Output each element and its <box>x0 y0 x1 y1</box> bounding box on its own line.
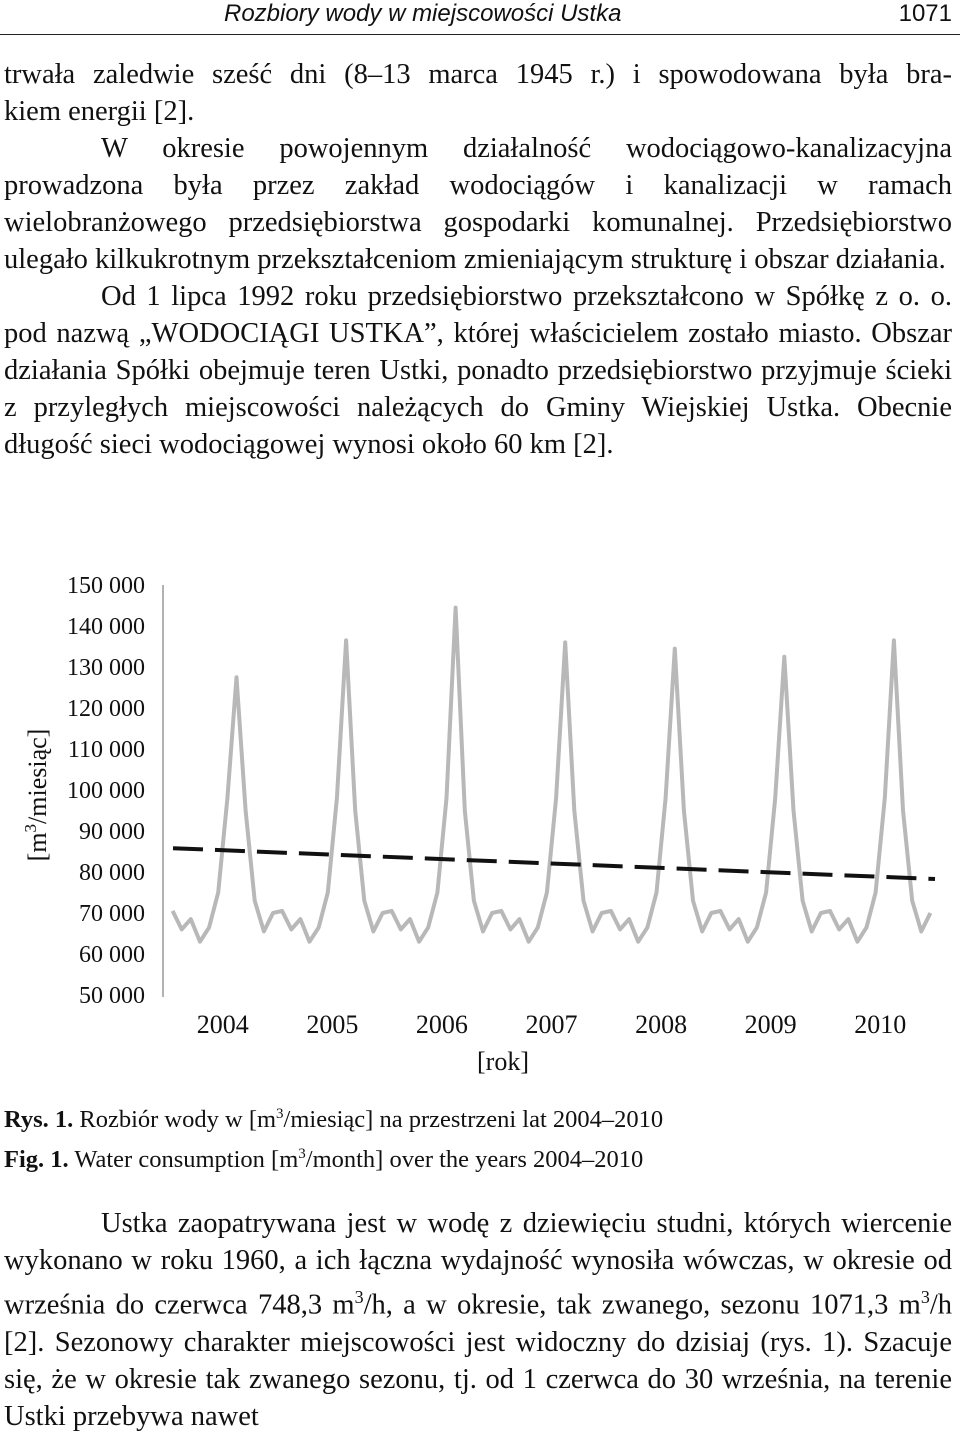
chart-series <box>173 608 935 942</box>
x-tick-label: 2009 <box>744 1010 797 1039</box>
page-number: 1071 <box>898 0 952 27</box>
caption-polish: Rys. 1. Rozbiór wody w $[m^3/miesiąc]$ na przestrzeni lat 2004–2010 <box>4 1106 664 1134</box>
y-tick-label: 130 000 <box>67 655 145 681</box>
running-title: Rozbiory wody w miejscowości Ustka <box>224 0 622 27</box>
caption-pl-label: Rys. 1. <box>4 1106 74 1134</box>
x-tick-label: 2008 <box>635 1010 688 1039</box>
caption-en-label: Fig. 1. <box>4 1146 69 1174</box>
y-tick-label: 110 000 <box>67 737 145 763</box>
x-tick-label: 2005 <box>306 1010 359 1039</box>
trend-line <box>173 848 935 879</box>
water-consumption-chart <box>0 565 960 1075</box>
paragraph-3: Od 1 lipca 1992 roku przedsiębiorstwo przekształcono w Spółkę z o. o. pod nazwą „WODOCIĄGI USTKA”, której właścicielem zostało miasto. Obszar działania Spółki obejmuje teren Ustki, ponadto przedsiębiorstwo przyjmuje ścieki z przyległych miejscowości należących do Gminy Wiejskiej Ustka. Obecnie długość sieci wodociągowej wynosi około 60 km [2]. <box>4 281 952 460</box>
y-tick-label: 80 000 <box>79 860 145 886</box>
y-axis-ticks <box>67 573 145 1009</box>
y-tick-label: 100 000 <box>67 778 145 804</box>
y-tick-label: 140 000 <box>67 614 145 640</box>
x-tick-label: 2006 <box>415 1010 468 1039</box>
paragraph-4: Ustka zaopatrywana jest w wodę z dziewięciu studni, których wiercenie wykonano w roku 1960, a ich łączna wydajność wynosiła wówczas, w okresie od września do czerwca 748,3 $m^3/h$, a w okresie, tak zwanego, sezonu 1071,3 $m^3/h$ [2]. Sezonowy charakter miejscowości jest widoczny do dzisiaj (rys. 1). Szacuje się, że w okresie tak zwanego sezonu, tj. od 1 czerwca do 30 września, na terenie Ustki przebywa nawet <box>4 1208 952 1432</box>
y-axis-label: $[m^3/miesiąc]$ <box>21 728 52 862</box>
running-header <box>0 0 960 35</box>
top-text-block <box>4 56 952 463</box>
x-tick-label: 2007 <box>525 1010 578 1039</box>
paragraph-1-line-2: kiem energii [2]. <box>4 96 195 127</box>
paragraph-2: W okresie powojennym działalność wodociągowo-kanalizacyjna prowadzona była przez zakład wodociągów i kanalizacji w ramach wielobranżowego przedsiębiorstwa gospodarki komunalnej. Przedsiębiorstwo ulegało kilkukrotnym przekształceniom zmieniającym strukturę i obszar działania. <box>4 133 952 275</box>
x-tick-label: 2004 <box>196 1010 249 1039</box>
monthly-consumption-line <box>173 608 931 942</box>
y-tick-label: 60 000 <box>79 942 145 968</box>
figure-caption <box>4 1097 952 1177</box>
y-tick-label: 70 000 <box>79 901 145 927</box>
x-tick-label: 2010 <box>854 1010 907 1039</box>
y-tick-label: 90 000 <box>79 819 145 845</box>
y-tick-label: 150 000 <box>67 573 145 599</box>
y-tick-label: 50 000 <box>79 983 145 1009</box>
x-axis-ticks <box>197 1010 906 1039</box>
y-tick-label: 120 000 <box>67 696 145 722</box>
bottom-text-block <box>4 1205 952 1435</box>
x-axis-label: [rok] <box>477 1047 529 1075</box>
caption-english: Fig. 1. Water consumption $[m^3/month]$ over the years 2004–2010 <box>4 1146 644 1174</box>
paragraph-1-line-1: trwała zaledwie sześć dni (8–13 marca 1945 r.) i spowodowana była bra- <box>4 59 952 90</box>
